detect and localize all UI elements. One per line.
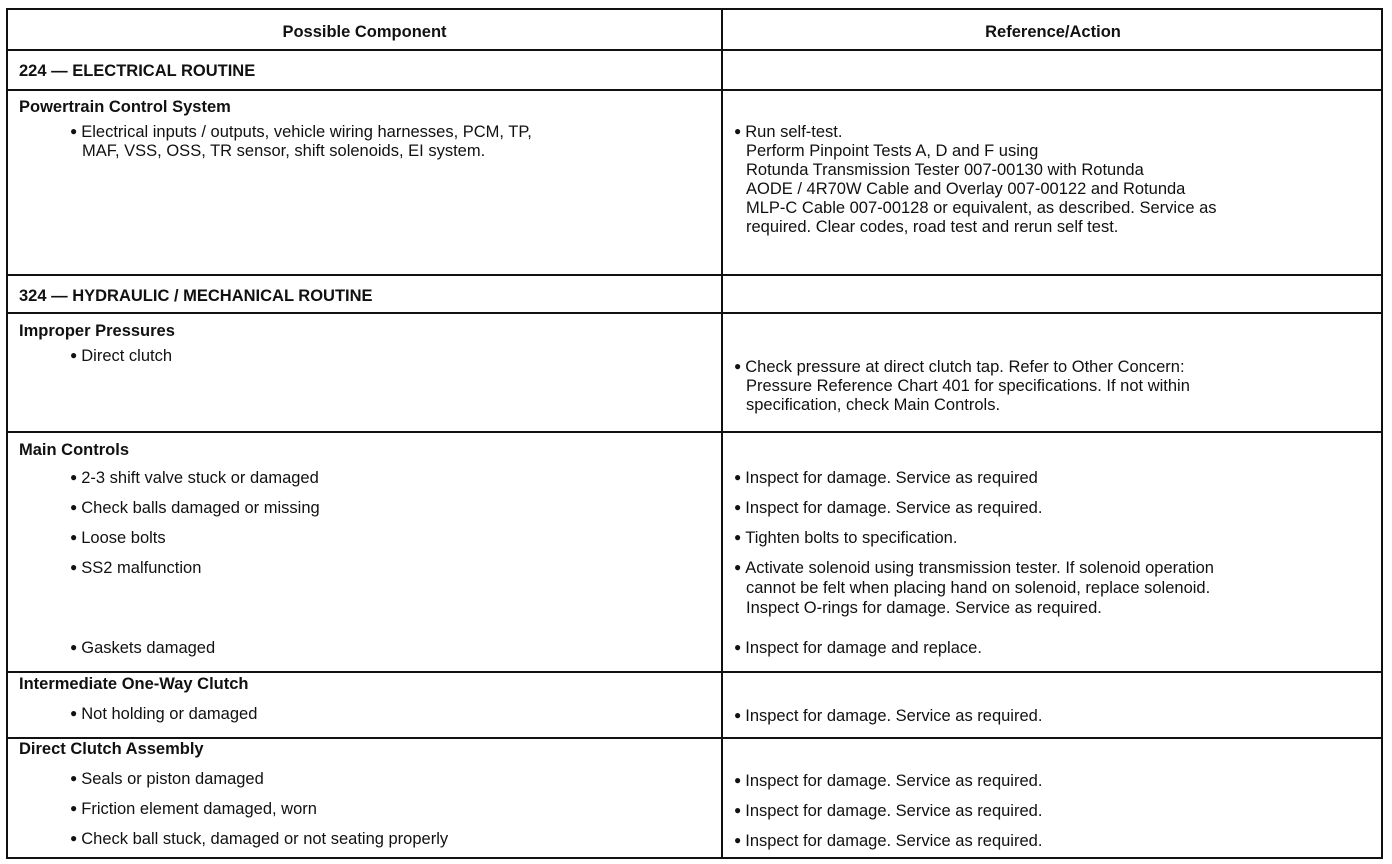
component-item: ● Friction element damaged, worn	[70, 799, 317, 820]
component-item: ● Gaskets damaged	[70, 638, 215, 659]
component-item: ● Check balls damaged or missing	[70, 498, 320, 519]
row-divider	[8, 431, 1381, 433]
component-item: ● Seals or piston damaged	[70, 769, 264, 790]
action-item: ● Inspect for damage. Service as required	[734, 468, 1038, 489]
action-line: AODE / 4R70W Cable and Overlay 007-00122 and Rotunda	[746, 180, 1186, 198]
component-item: ● 2-3 shift valve stuck or damaged	[70, 468, 319, 489]
row-divider	[8, 312, 1381, 314]
group-improper-pressures: Improper Pressures	[19, 322, 175, 340]
group-intermediate-clutch: Intermediate One-Way Clutch	[19, 675, 249, 693]
action-line: cannot be felt when placing hand on solenoid, replace solenoid.	[746, 579, 1211, 597]
action-item: ● Inspect for damage. Service as required.	[734, 498, 1042, 519]
action-item: ● Tighten bolts to specification.	[734, 528, 957, 549]
component-item: ● Electrical inputs / outputs, vehicle wiring harnesses, PCM, TP,	[70, 122, 532, 143]
column-header-action: Reference/Action	[985, 23, 1121, 41]
row-divider	[8, 274, 1381, 276]
row-divider	[8, 671, 1381, 673]
section-heading-hydraulic: 324 — HYDRAULIC / MECHANICAL ROUTINE	[19, 287, 373, 305]
action-line: Inspect O-rings for damage. Service as required.	[746, 599, 1102, 617]
component-item: ● Loose bolts	[70, 528, 166, 549]
section-heading-electrical: 224 — ELECTRICAL ROUTINE	[19, 62, 256, 80]
action-item: ● Check pressure at direct clutch tap. Refer to Other Concern:	[734, 357, 1185, 378]
action-line: required. Clear codes, road test and rerun self test.	[746, 218, 1119, 236]
group-main-controls: Main Controls	[19, 441, 129, 459]
group-direct-clutch: Direct Clutch Assembly	[19, 740, 204, 758]
action-line: Rotunda Transmission Tester 007-00130 with Rotunda	[746, 161, 1144, 179]
row-divider	[8, 737, 1381, 739]
action-item: ● Activate solenoid using transmission tester. If solenoid operation	[734, 558, 1214, 579]
action-item: ● Run self-test.	[734, 122, 842, 143]
diagnosis-table	[6, 8, 1383, 859]
action-line: Pressure Reference Chart 401 for specifications. If not within	[746, 377, 1190, 395]
row-divider	[8, 89, 1381, 91]
action-item: ● Inspect for damage. Service as required.	[734, 831, 1042, 852]
column-header-component: Possible Component	[282, 23, 447, 41]
action-line: MLP-C Cable 007-00128 or equivalent, as described. Service as	[746, 199, 1217, 217]
action-line: specification, check Main Controls.	[746, 396, 1001, 414]
action-item: ● Inspect for damage. Service as required.	[734, 706, 1042, 727]
component-item: ● Check ball stuck, damaged or not seating properly	[70, 829, 448, 850]
component-item: ● Not holding or damaged	[70, 704, 257, 725]
component-item-cont: MAF, VSS, OSS, TR sensor, shift solenoids, EI system.	[82, 142, 486, 160]
column-divider	[721, 10, 723, 857]
action-item: ● Inspect for damage. Service as required.	[734, 771, 1042, 792]
row-divider	[8, 49, 1381, 51]
component-item: ● Direct clutch	[70, 346, 172, 367]
component-item: ● SS2 malfunction	[70, 558, 201, 579]
group-powertrain: Powertrain Control System	[19, 98, 231, 116]
action-item: ● Inspect for damage and replace.	[734, 638, 982, 659]
action-item: ● Inspect for damage. Service as required.	[734, 801, 1042, 822]
action-line: Perform Pinpoint Tests A, D and F using	[746, 142, 1039, 160]
